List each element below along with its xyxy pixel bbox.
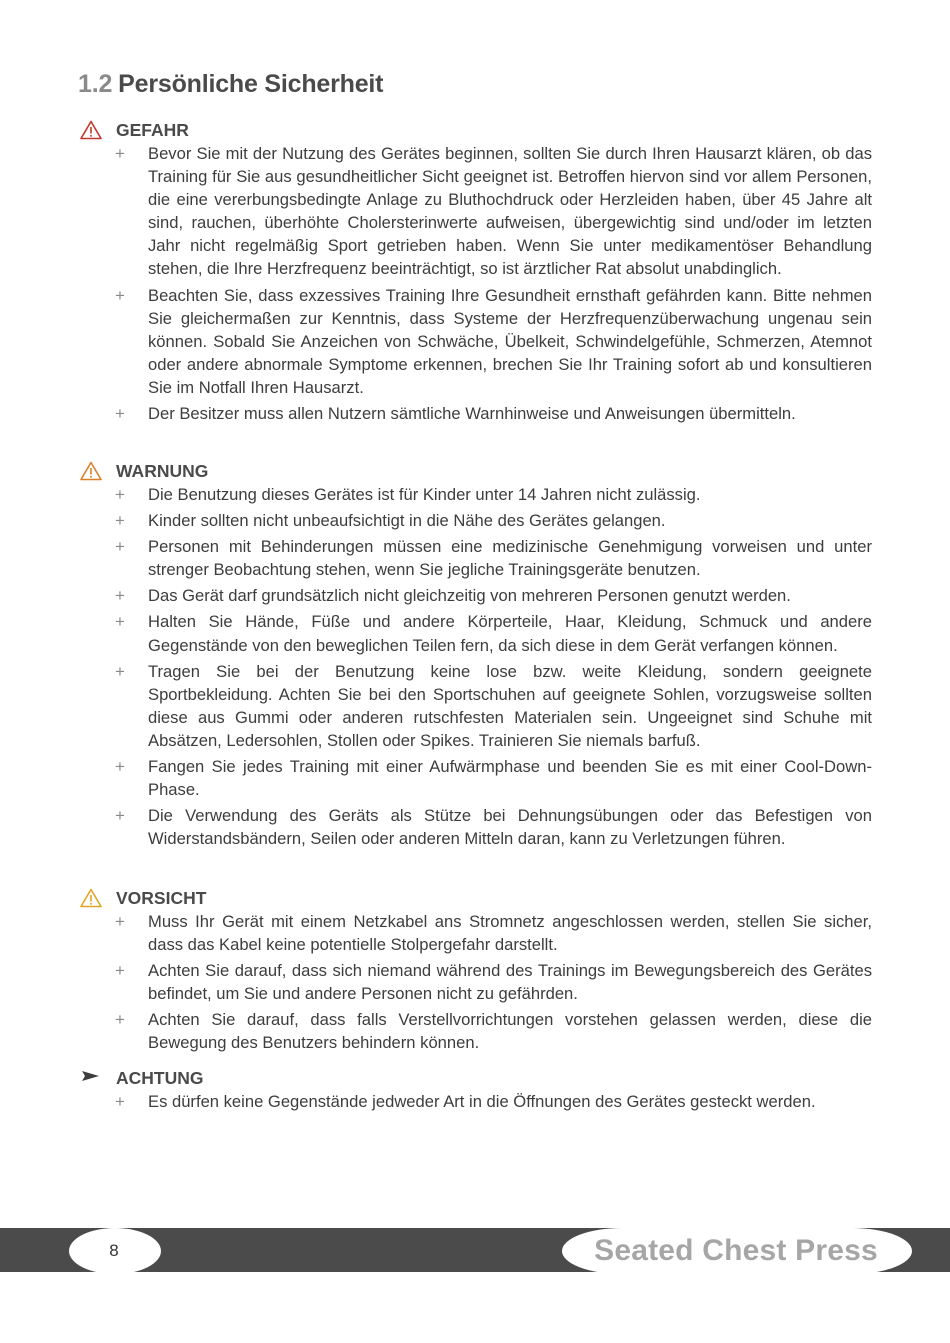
pennant-flag-icon <box>80 1067 102 1087</box>
list-item-text: Achten Sie darauf, dass falls Verstellvorrichtungen vorstehen gelassen werden, diese die Bewegung des Benutzers behindern können. <box>148 1010 872 1053</box>
section-title: Persönliche Sicherheit <box>118 70 384 98</box>
plus-bullet: + <box>115 511 125 531</box>
list-item <box>0 483 950 506</box>
list-item-text: Halten Sie Hände, Füße und andere Körperteile, Haar, Kleidung, Schmuck und andere Gegenstände von den beweglichen Teilen fern, da sich diese in dem Gerät verfangen können. <box>148 612 872 655</box>
list-item-text: Achten Sie darauf, dass sich niemand während des Trainings im Bewegungsbereich des Gerätes befindet, um Sie und andere Personen nicht zu gefährden. <box>148 961 872 1004</box>
section-heading: ACHTUNG <box>116 1068 204 1088</box>
section-heading: WARNUNG <box>116 461 209 481</box>
plus-bullet: + <box>115 806 125 826</box>
plus-bullet: + <box>115 961 125 981</box>
list-item <box>0 535 950 581</box>
list-item <box>0 610 950 656</box>
list-item-text: Der Besitzer muss allen Nutzern sämtliche Warnhinweise und Anweisungen übermitteln. <box>148 404 796 424</box>
list-item-text: Kinder sollten nicht unbeaufsichtigt in die Nähe des Gerätes gelangen. <box>148 511 666 531</box>
list-item <box>0 1008 950 1054</box>
plus-bullet: + <box>115 285 125 305</box>
list-item-text: Muss Ihr Gerät mit einem Netzkabel ans Stromnetz angeschlossen werden, stellen Sie sicher, dass das Kabel keine potentielle Stolpergefahr darstellt. <box>148 912 872 955</box>
list-item <box>0 402 950 425</box>
bullet-list <box>0 910 950 1058</box>
plus-bullet: + <box>115 661 125 681</box>
list-item <box>0 284 950 399</box>
plus-bullet: + <box>115 404 125 424</box>
list-item <box>0 1090 950 1113</box>
plus-bullet: + <box>115 537 125 557</box>
list-item-text: Fangen Sie jedes Training mit einer Aufwärmphase und beenden Sie es mit einer Cool-Down-Phase. <box>148 757 872 800</box>
list-item-text: Das Gerät darf grundsätzlich nicht gleichzeitig von mehreren Personen genutzt werden. <box>148 586 791 606</box>
warning-triangle-yellow-icon <box>80 888 102 908</box>
list-item-text: Die Verwendung des Geräts als Stütze bei Dehnungsübungen oder das Befestigen von Widerstandsbändern, Seilen oder anderen Mitteln daran, kann zu Verletzungen führen. <box>148 806 872 849</box>
list-item <box>0 509 950 532</box>
list-item <box>0 755 950 801</box>
plus-bullet: + <box>115 1010 125 1030</box>
list-item <box>0 584 950 607</box>
list-item <box>0 660 950 752</box>
list-item-text: Bevor Sie mit der Nutzung des Gerätes beginnen, sollten Sie durch Ihren Hausarzt klären, ob das Training für Sie aus gesundheitlicher Sicht geeignet ist. Betroffen hiervon sind vor allem Personen, die eine vererbungsbedingte Anlage zu Bluthochdruck oder Herzleiden haben, über 45 Jahre alt sind, rauchen, überhöhte Cholersterinwerte aufweisen, übergewichtig sind und/oder im letzten Jahr nicht regelmäßig Sport getrieben haben. Wenn Sie unter medikamentöser Behandlung stehen, die Ihre Herzfrequenz beeinträchtigt, so ist ärztlicher Rat absolut unabdinglich. <box>148 144 872 279</box>
list-item-text: Personen mit Behinderungen müssen eine medizinische Genehmigung vorweisen und unter strenger Beobachtung stehen, wenn Sie jegliche Trainingsgeräte benutzen. <box>148 537 872 580</box>
list-item <box>0 142 950 281</box>
list-item-text: Es dürfen keine Gegenstände jedweder Art in die Öffnungen des Gerätes gesteckt werden. <box>148 1092 816 1111</box>
list-item <box>0 959 950 1005</box>
list-item <box>0 910 950 956</box>
bullet-list <box>0 1090 950 1116</box>
list-item-text: Die Benutzung dieses Gerätes ist für Kinder unter 14 Jahren nicht zulässig. <box>148 485 701 504</box>
section-heading: GEFAHR <box>116 120 189 140</box>
plus-bullet: + <box>115 1092 125 1111</box>
plus-bullet: + <box>115 485 125 504</box>
list-item <box>0 804 950 850</box>
page-number: 8 <box>109 1241 119 1260</box>
product-title: Seated Chest Press <box>594 1234 878 1267</box>
list-item-text: Tragen Sie bei der Benutzung keine lose bzw. weite Kleidung, sondern geeignete Sportbekleidung. Achten Sie bei den Sportschuhen auf geeignete Sohlen, vorzugsweise sollten diese aus Gummi oder anderen rutschfesten Materialen sein. Ungeeignet sind Schuhe mit Absätzen, Ledersohlen, Stollen oder Spikes. Trainieren Sie niemals barfuß. <box>148 661 872 750</box>
plus-bullet: + <box>115 612 125 632</box>
section-heading: VORSICHT <box>116 888 207 908</box>
plus-bullet: + <box>115 912 125 931</box>
bullet-list <box>0 142 950 428</box>
warning-triangle-orange-icon <box>80 461 102 481</box>
bullet-list <box>0 483 950 853</box>
plus-bullet: + <box>115 757 125 777</box>
warning-triangle-red-icon <box>80 120 102 140</box>
plus-bullet: + <box>115 144 125 163</box>
section-number: 1.2 <box>78 70 113 98</box>
page-title <box>78 70 383 99</box>
list-item-text: Beachten Sie, dass exzessives Training Ihre Gesundheit ernsthaft gefährden kann. Bitte nehmen Sie gleichermaßen zur Kenntnis, dass Systeme der Herzfrequenzüberwachung ungenau sein können. Sobald Sie Anzeichen von Schwäche, Übelkeit, Schwindelgefühle, Schmerzen, Atemnot oder andere abnormale Symptome erkennen, brechen Sie Ihr Training sofort ab und konsultieren Sie im Notfall Ihren Hausarzt. <box>148 285 872 397</box>
plus-bullet: + <box>115 586 125 606</box>
